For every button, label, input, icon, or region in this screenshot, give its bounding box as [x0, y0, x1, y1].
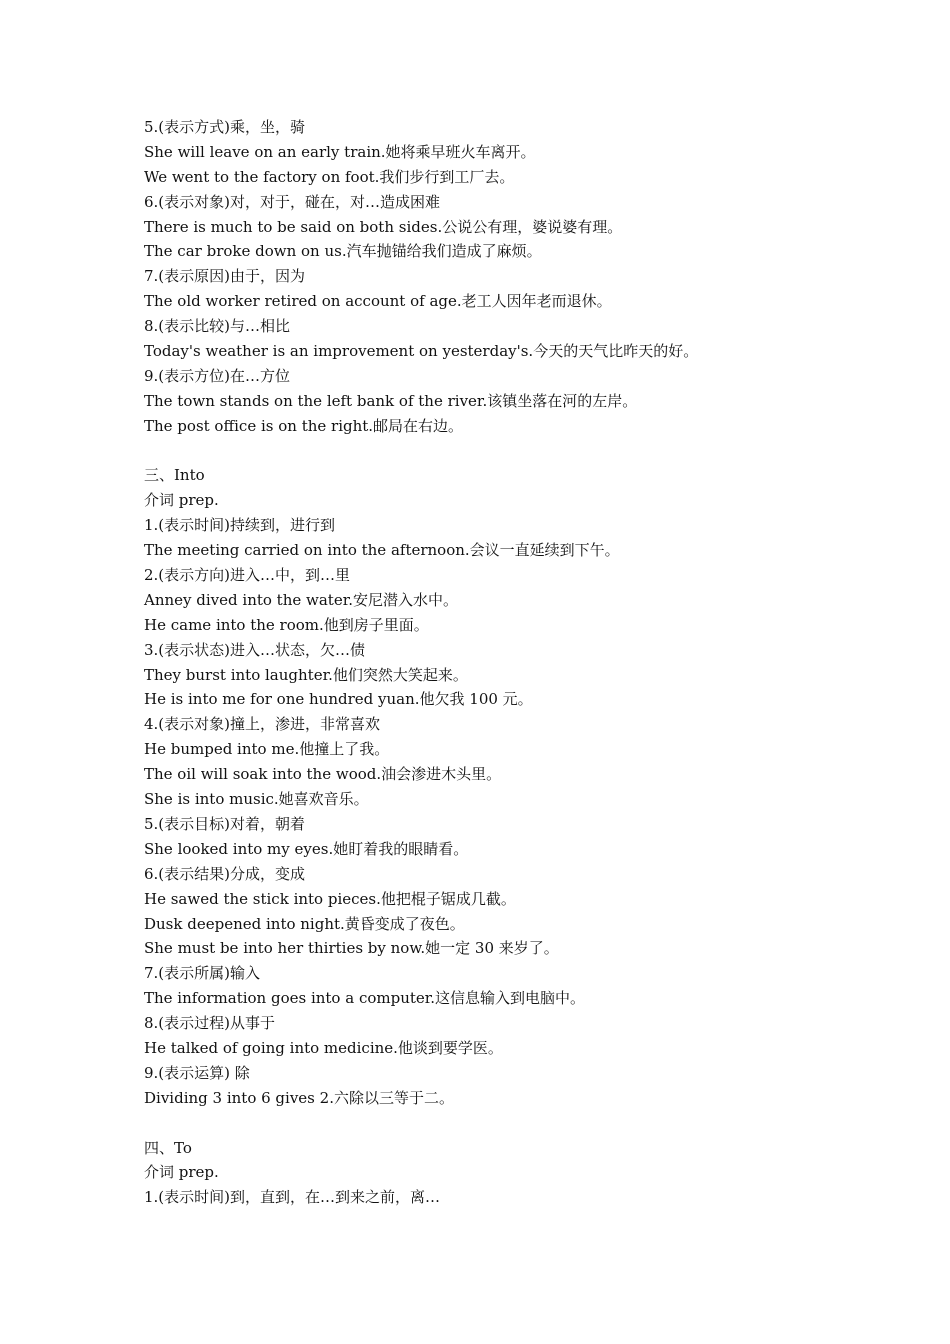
text-line: 7.(表示原因)由于，因为: [144, 267, 306, 286]
text-line: The town stands on the left bank of the river.该镇坐落在河的左岸。: [144, 391, 638, 410]
text-line: He talked of going into medicine.他谈到要学医。: [144, 1038, 503, 1057]
text-line: 6.(表示对象)对，对于，碰在，对…造成困难: [144, 192, 441, 211]
blank-line: [144, 1111, 884, 1136]
text-line: Dividing 3 into 6 gives 2.六除以三等于二。: [144, 1088, 454, 1107]
text-line: 8.(表示过程)从事于: [144, 1014, 276, 1033]
text-line: 6.(表示结果)分成，变成: [144, 864, 306, 883]
text-line: 三、Into: [144, 466, 205, 485]
text-line: 四、To: [144, 1138, 192, 1157]
text-line: 7.(表示所属)输入: [144, 964, 261, 983]
text-line: 1.(表示时间)到，直到，在…到来之前，离…: [144, 1188, 441, 1207]
text-line: 9.(表示方位)在…方位: [144, 366, 291, 385]
text-line: He came into the room.他到房子里面。: [144, 615, 429, 634]
text-line: She must be into her thirties by now.她一定 30 来岁了。: [144, 939, 559, 958]
text-line: 5.(表示目标)对着，朝着: [144, 814, 306, 833]
blank-line: [144, 439, 884, 464]
document-text: [144, 115, 884, 1210]
text-line: 2.(表示方向)进入…中，到…里: [144, 566, 351, 585]
text-line: 8.(表示比较)与…相比: [144, 317, 291, 336]
text-line: 介词 prep.: [144, 1163, 219, 1182]
text-line: The car broke down on us.汽车抛锚给我们造成了麻烦。: [144, 242, 542, 261]
text-line: The meeting carried on into the afternoon.会议一直延续到下午。: [144, 541, 620, 560]
text-line: Anney dived into the water.安尼潜入水中。: [144, 590, 458, 609]
text-line: The post office is on the right.邮局在右边。: [144, 416, 464, 435]
text-line: 介词 prep.: [144, 491, 219, 510]
text-line: The information goes into a computer.这信息输入到电脑中。: [144, 989, 586, 1008]
text-line: She looked into my eyes.她盯着我的眼睛看。: [144, 839, 469, 858]
text-line: We went to the factory on foot.我们步行到工厂去。: [144, 167, 515, 186]
text-line: The old worker retired on account of age.老工人因年老而退休。: [144, 292, 612, 311]
text-line: She is into music.她喜欢音乐。: [144, 790, 369, 809]
text-line: 9.(表示运算) 除: [144, 1063, 250, 1082]
text-line: 3.(表示状态)进入…状态，欠…债: [144, 640, 366, 659]
text-line: He bumped into me.他撞上了我。: [144, 740, 390, 759]
text-line: Dusk deepened into night.黄昏变成了夜色。: [144, 914, 465, 933]
text-line: There is much to be said on both sides.公说公有理，婆说婆有理。: [144, 217, 623, 236]
text-line: She will leave on an early train.她将乘早班火车离开。: [144, 142, 536, 161]
text-line: The oil will soak into the wood.油会渗进木头里。: [144, 765, 502, 784]
text-line: He is into me for one hundred yuan.他欠我 100 元。: [144, 690, 533, 709]
text-line: 1.(表示时间)持续到，进行到: [144, 516, 336, 535]
text-line: 5.(表示方式)乘，坐，骑: [144, 118, 306, 136]
text-line: He sawed the stick into pieces.他把棍子锯成几截。: [144, 889, 516, 908]
text-line: Today's weather is an improvement on yesterday's.今天的天气比昨天的好。: [144, 342, 699, 361]
text-line: They burst into laughter.他们突然大笑起来。: [144, 665, 468, 684]
text-line: 4.(表示对象)撞上，渗进，非常喜欢: [144, 715, 381, 734]
